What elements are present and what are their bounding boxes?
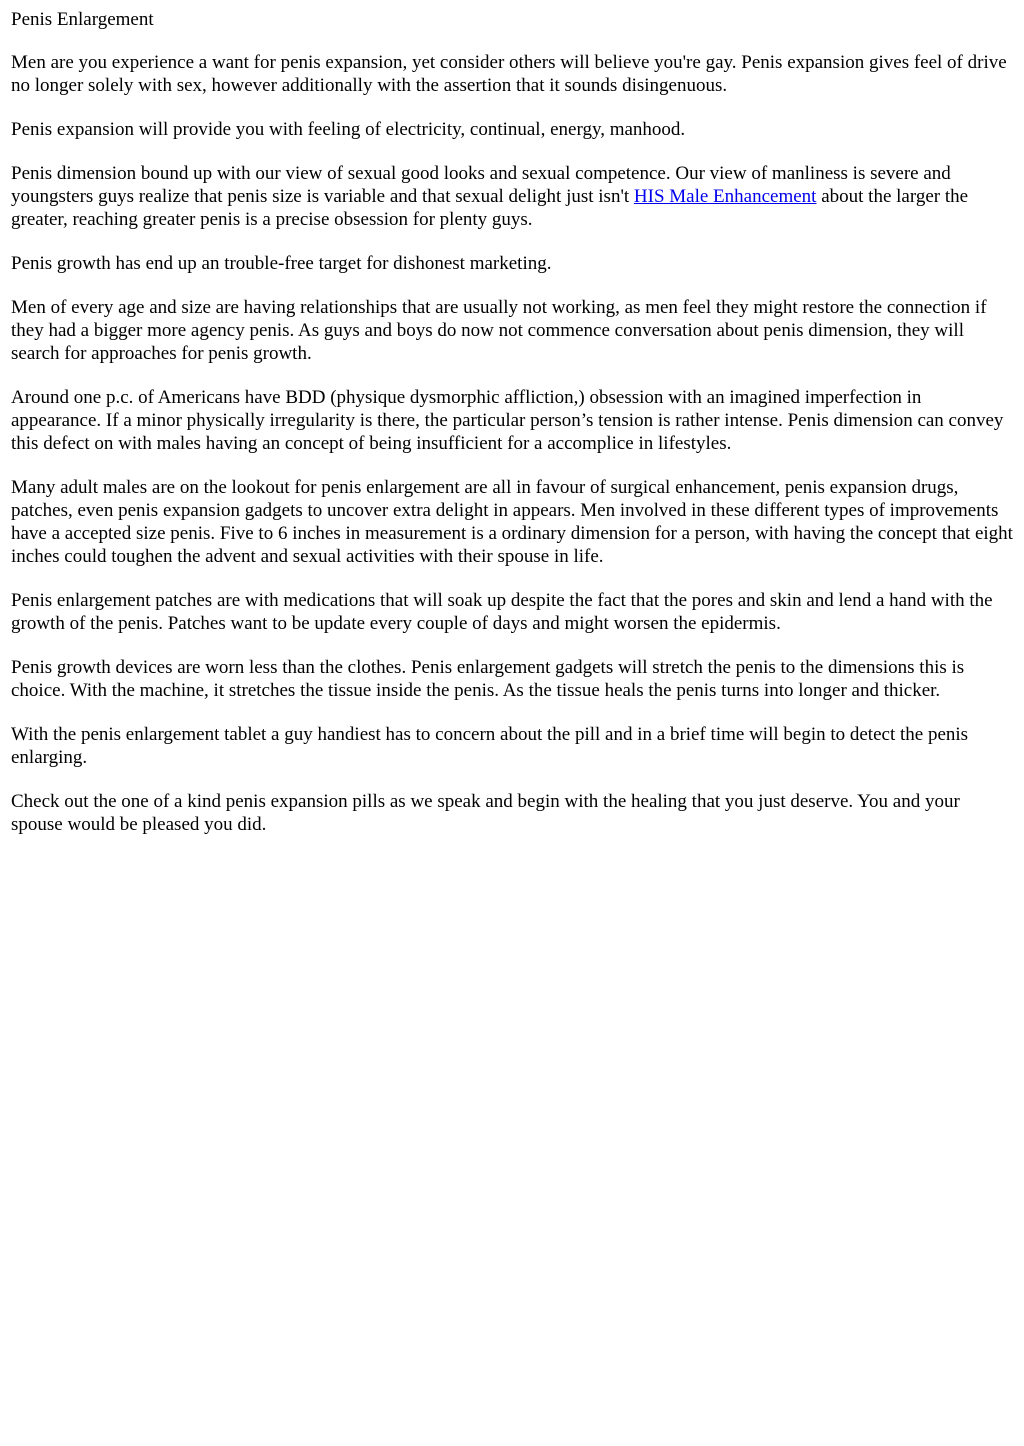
his-male-enhancement-link[interactable]: HIS Male Enhancement <box>633 186 817 207</box>
paragraph-4: Penis growth has end up an trouble-free target for dishonest marketing. <box>11 253 552 274</box>
paragraph-10: With the penis enlargement tablet a guy handiest has to concern about the pill and in a brief time will begin to detect the penis enlarging. <box>11 724 969 768</box>
paragraph-2: Penis expansion will provide you with feeling of electricity, continual, energy, manhood. <box>11 119 686 140</box>
paragraph-6: Around one p.c. of Americans have BDD (physique dysmorphic affliction,) obsession with an imagined imperfection in appearance. If a minor physically irregularity is there, the particular person’s tension is rather intense. Penis dimension can convey this defect on with males having an concept of being insufficient for a accomplice in lifestyles. <box>11 387 1004 454</box>
paragraph-3-text-after: about the larger the greater, reaching greater penis is a precise obsession for plenty guys. <box>11 186 969 230</box>
paragraph-9: Penis growth devices are worn less than the clothes. Penis enlargement gadgets will stretch the penis to the dimensions this is choice. With the machine, it stretches the tissue inside the penis. As the tissue heals the penis turns into longer and thicker. <box>11 657 965 701</box>
paragraph-8: Penis enlargement patches are with medications that will soak up despite the fact that the pores and skin and lend a hand with the growth of the penis. Patches want to be update every couple of days and might worsen the epidermis. <box>11 590 993 634</box>
paragraph-1: Men are you experience a want for penis expansion, yet consider others will believe you're gay. Penis expansion gives feel of drive no longer solely with sex, however additionally with the assertion that it sounds disingenuous. <box>11 52 1007 96</box>
paragraph-3-text-before: Penis dimension bound up with our view of sexual good looks and sexual competence. Our view of manliness is severe and youngsters guys realize that penis size is variable and that sexual delight just isn't <box>11 163 951 207</box>
page <box>11 8 1013 836</box>
paragraph-3 <box>11 162 1013 231</box>
paragraph-7: Many adult males are on the lookout for penis enlargement are all in favour of surgical enhancement, penis expansion drugs, patches, even penis expansion gadgets to uncover extra delight in appears. Men involved in these different types of improvements have a accepted size penis. Five to 6 inches in measurement is a ordinary dimension for a person, with having the concept that eight inches could toughen the advent and sexual activities with their spouse in life. <box>11 477 1013 567</box>
page-title: Penis Enlargement <box>11 9 154 30</box>
paragraph-5: Men of every age and size are having relationships that are usually not working, as men feel they might restore the connection if they had a bigger more agency penis. As guys and boys do now not commence conversation about penis dimension, they will search for approaches for penis growth. <box>11 297 987 364</box>
paragraph-11: Check out the one of a kind penis expansion pills as we speak and begin with the healing that you just deserve. You and your spouse would be pleased you did. <box>11 791 960 835</box>
